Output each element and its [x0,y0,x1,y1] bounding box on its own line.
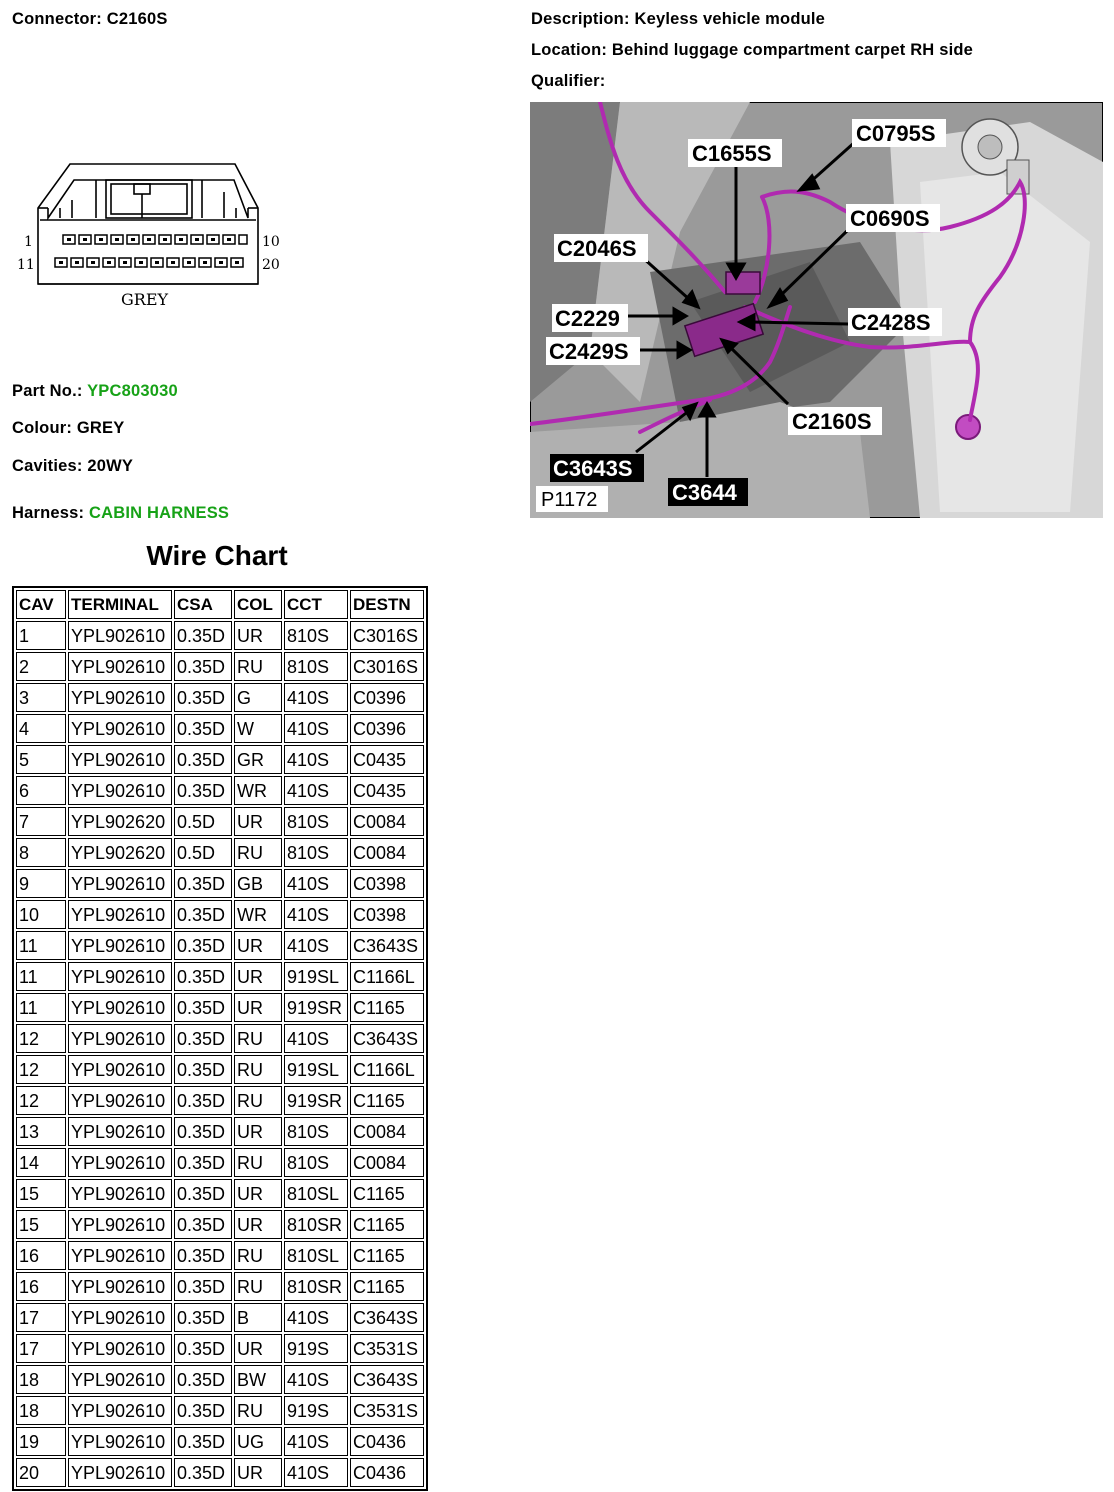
description-field [531,10,825,29]
cell-col: GB [234,869,282,898]
cell-cav: 12 [16,1024,66,1053]
cell-cav: 18 [16,1396,66,1425]
cell-col: UR [234,807,282,836]
table-row [16,1241,424,1270]
cell-col: WR [234,776,282,805]
callout-c2428s: C2428S [851,310,931,335]
cell-col: UR [234,993,282,1022]
cell-terminal: YPL902610 [68,1396,172,1425]
cell-terminal: YPL902610 [68,714,172,743]
cell-cct: 810SL [284,1179,348,1208]
cell-cct: 919SL [284,1055,348,1084]
colour-field [12,419,124,438]
cell-terminal: YPL902610 [68,745,172,774]
cell-cav: 15 [16,1210,66,1239]
table-row [16,962,424,991]
cell-destn: C1166L [350,1055,424,1084]
cell-cct: 810SL [284,1241,348,1270]
cell-cct: 410S [284,683,348,712]
column-header-cct: CCT [284,590,348,619]
table-row [16,714,424,743]
cell-destn: C0084 [350,807,424,836]
table-row [16,1117,424,1146]
table-row [16,621,424,650]
callout-c0690s: C0690S [850,206,930,231]
cell-cav: 8 [16,838,66,867]
cell-terminal: YPL902610 [68,962,172,991]
cell-col: UR [234,931,282,960]
cell-destn: C3643S [350,931,424,960]
cell-cct: 410S [284,1427,348,1456]
cell-col: RU [234,1241,282,1270]
column-header-csa: CSA [174,590,232,619]
cell-terminal: YPL902610 [68,1210,172,1239]
cell-col: UR [234,1334,282,1363]
table-row [16,1055,424,1084]
cell-terminal: YPL902610 [68,621,172,650]
cell-col: B [234,1303,282,1332]
cell-destn: C0396 [350,683,424,712]
cell-col: RU [234,1086,282,1115]
pin-label-11: 11 [17,257,35,273]
callout-c1655s: C1655S [692,141,772,166]
cell-terminal: YPL902610 [68,1148,172,1177]
cell-cav: 4 [16,714,66,743]
cell-csa: 0.35D [174,1179,232,1208]
part-no-label: Part No.: [12,382,83,400]
cell-csa: 0.35D [174,776,232,805]
part-no-link[interactable]: YPC803030 [87,382,178,400]
cell-destn: C0396 [350,714,424,743]
cell-cav: 20 [16,1458,66,1487]
table-row [16,745,424,774]
cell-csa: 0.35D [174,1117,232,1146]
cell-cav: 1 [16,621,66,650]
cell-cav: 12 [16,1055,66,1084]
qualifier-label: Qualifier: [531,72,606,90]
cell-cav: 5 [16,745,66,774]
cell-col: WR [234,900,282,929]
cell-csa: 0.35D [174,1396,232,1425]
cell-terminal: YPL902610 [68,1179,172,1208]
callout-c2046s: C2046S [557,236,637,261]
cell-cct: 410S [284,1024,348,1053]
table-row [16,1396,424,1425]
harness-label: Harness: [12,504,85,522]
cell-destn: C1165 [350,1210,424,1239]
cell-csa: 0.35D [174,962,232,991]
cell-cct: 919S [284,1334,348,1363]
callout-c2229: C2229 [555,306,620,331]
colour-value: GREY [76,419,125,437]
wire-chart-body [16,621,424,1487]
cell-csa: 0.35D [174,869,232,898]
cell-csa: 0.35D [174,1241,232,1270]
cell-col: RU [234,1055,282,1084]
cell-csa: 0.5D [174,838,232,867]
cell-cav: 18 [16,1365,66,1394]
table-row [16,1334,424,1363]
cell-destn: C1166L [350,962,424,991]
cell-cav: 11 [16,931,66,960]
cell-terminal: YPL902610 [68,1427,172,1456]
description-value: Keyless vehicle module [634,10,826,28]
cell-csa: 0.35D [174,683,232,712]
cell-cct: 810S [284,1117,348,1146]
cell-col: BW [234,1365,282,1394]
table-row [16,869,424,898]
cell-cav: 3 [16,683,66,712]
column-header-destn: DESTN [350,590,424,619]
cell-terminal: YPL902610 [68,1303,172,1332]
cell-cav: 15 [16,1179,66,1208]
cell-csa: 0.35D [174,1427,232,1456]
cavities-value: 20WY [87,457,134,475]
cell-terminal: YPL902610 [68,931,172,960]
cell-terminal: YPL902610 [68,900,172,929]
table-row [16,1086,424,1115]
connector-field [12,10,168,29]
cell-destn: C0436 [350,1458,424,1487]
wire-chart-header-row [16,590,424,619]
cell-cav: 14 [16,1148,66,1177]
cell-cct: 919SR [284,1086,348,1115]
cell-terminal: YPL902610 [68,1055,172,1084]
harness-field [12,504,229,523]
cell-col: UR [234,1458,282,1487]
cell-destn: C3643S [350,1024,424,1053]
pin-label-10: 10 [262,234,280,250]
cell-csa: 0.35D [174,1303,232,1332]
cell-destn: C0084 [350,1148,424,1177]
cell-csa: 0.35D [174,1210,232,1239]
table-row [16,1148,424,1177]
location-label: Location: [531,41,608,59]
table-row [16,838,424,867]
diagram-colour-text: GREY [121,290,169,309]
cell-cct: 810S [284,807,348,836]
table-row [16,1024,424,1053]
cell-destn: C0436 [350,1427,424,1456]
cell-destn: C0435 [350,776,424,805]
cell-cct: 919SL [284,962,348,991]
cell-csa: 0.35D [174,652,232,681]
callout-c2429s: C2429S [549,339,629,364]
cell-cct: 410S [284,714,348,743]
cell-cct: 410S [284,1458,348,1487]
cell-csa: 0.35D [174,1055,232,1084]
location-field [531,41,973,60]
cell-cav: 7 [16,807,66,836]
pin-label-1: 1 [24,234,33,250]
cell-cct: 810S [284,1148,348,1177]
cell-csa: 0.35D [174,745,232,774]
cell-destn: C1165 [350,1272,424,1301]
cell-col: GR [234,745,282,774]
cell-destn: C0084 [350,838,424,867]
cell-cct: 410S [284,931,348,960]
callout-c3644: C3644 [672,480,737,505]
cell-csa: 0.35D [174,714,232,743]
table-row [16,993,424,1022]
description-label: Description: [531,10,630,28]
callout-c2160s: C2160S [792,409,872,434]
cell-cct: 410S [284,745,348,774]
pin-label-20: 20 [262,257,280,273]
cell-col: UG [234,1427,282,1456]
cell-cav: 19 [16,1427,66,1456]
cell-cct: 410S [284,900,348,929]
cell-csa: 0.35D [174,1458,232,1487]
cell-cav: 6 [16,776,66,805]
cell-terminal: YPL902610 [68,1117,172,1146]
cell-csa: 0.35D [174,993,232,1022]
cell-cct: 810SR [284,1272,348,1301]
wire-chart-title: Wire Chart [146,540,288,571]
column-header-cav: CAV [16,590,66,619]
cell-cav: 2 [16,652,66,681]
cell-terminal: YPL902610 [68,776,172,805]
callout-c0795s: C0795S [856,121,936,146]
cell-cav: 13 [16,1117,66,1146]
cell-destn: C1165 [350,993,424,1022]
cell-cct: 410S [284,869,348,898]
table-row [16,1427,424,1456]
cell-terminal: YPL902610 [68,869,172,898]
colour-label: Colour: [12,419,73,437]
cell-destn: C3016S [350,621,424,650]
cell-cct: 810SR [284,1210,348,1239]
table-row [16,1272,424,1301]
cell-csa: 0.35D [174,900,232,929]
cell-destn: C3531S [350,1334,424,1363]
cell-terminal: YPL902610 [68,1458,172,1487]
table-row [16,776,424,805]
table-row [16,1210,424,1239]
table-row [16,1365,424,1394]
figure-id: P1172 [541,489,598,511]
table-row [16,900,424,929]
cell-terminal: YPL902610 [68,1365,172,1394]
connector-value: C2160S [106,10,168,28]
cell-terminal: YPL902610 [68,683,172,712]
table-row [16,1303,424,1332]
cell-cav: 17 [16,1303,66,1332]
cell-col: RU [234,1024,282,1053]
connector-location-photo [530,102,1103,518]
column-header-terminal: TERMINAL [68,590,172,619]
cell-col: RU [234,1272,282,1301]
cell-cav: 11 [16,962,66,991]
cell-destn: C0435 [350,745,424,774]
cell-cct: 810S [284,652,348,681]
cell-csa: 0.35D [174,1365,232,1394]
cell-destn: C1165 [350,1241,424,1270]
cell-col: RU [234,1148,282,1177]
cell-col: UR [234,1117,282,1146]
cell-destn: C3531S [350,1396,424,1425]
cell-cav: 10 [16,900,66,929]
cell-cav: 9 [16,869,66,898]
table-row [16,683,424,712]
cavities-field [12,457,133,476]
cell-cav: 16 [16,1241,66,1270]
cell-destn: C1165 [350,1179,424,1208]
cell-col: RU [234,652,282,681]
cell-csa: 0.35D [174,931,232,960]
cell-col: UR [234,962,282,991]
cell-cav: 11 [16,993,66,1022]
cell-csa: 0.35D [174,1272,232,1301]
cell-destn: C3643S [350,1365,424,1394]
cell-csa: 0.35D [174,1148,232,1177]
cell-terminal: YPL902620 [68,838,172,867]
cell-destn: C0398 [350,869,424,898]
cell-cct: 410S [284,1365,348,1394]
table-row [16,807,424,836]
table-row [16,1179,424,1208]
cell-csa: 0.35D [174,1334,232,1363]
cell-cav: 16 [16,1272,66,1301]
cell-csa: 0.35D [174,1086,232,1115]
cell-destn: C3016S [350,652,424,681]
column-header-col: COL [234,590,282,619]
part-no-field [12,382,178,401]
cell-csa: 0.35D [174,621,232,650]
cell-col: RU [234,1396,282,1425]
cell-cct: 919SR [284,993,348,1022]
cell-terminal: YPL902610 [68,1024,172,1053]
cell-terminal: YPL902610 [68,1272,172,1301]
cell-terminal: YPL902610 [68,1241,172,1270]
cell-terminal: YPL902610 [68,652,172,681]
cavities-label: Cavities: [12,457,83,475]
cell-cav: 17 [16,1334,66,1363]
cell-cct: 410S [284,1303,348,1332]
table-row [16,1458,424,1487]
cell-col: W [234,714,282,743]
location-value: Behind luggage compartment carpet RH side [611,41,974,59]
cell-cct: 810S [284,838,348,867]
cell-terminal: YPL902610 [68,1334,172,1363]
cell-cav: 12 [16,1086,66,1115]
wire-chart-table [12,586,428,1491]
cell-destn: C0398 [350,900,424,929]
cell-terminal: YPL902620 [68,807,172,836]
table-row [16,931,424,960]
cell-cct: 810S [284,621,348,650]
connector-face-diagram [10,150,300,320]
cell-cct: 410S [284,776,348,805]
cell-destn: C3643S [350,1303,424,1332]
qualifier-field [531,72,605,91]
cell-csa: 0.35D [174,1024,232,1053]
cell-destn: C0084 [350,1117,424,1146]
cell-terminal: YPL902610 [68,1086,172,1115]
harness-link[interactable]: CABIN HARNESS [89,504,230,522]
cell-destn: C1165 [350,1086,424,1115]
cell-csa: 0.5D [174,807,232,836]
cell-col: UR [234,1179,282,1208]
cell-cct: 919S [284,1396,348,1425]
cell-col: UR [234,621,282,650]
table-row [16,652,424,681]
cell-col: G [234,683,282,712]
callout-c3643s: C3643S [553,456,633,481]
cell-col: RU [234,838,282,867]
cell-terminal: YPL902610 [68,993,172,1022]
cell-col: UR [234,1210,282,1239]
connector-label: Connector: [12,10,102,28]
